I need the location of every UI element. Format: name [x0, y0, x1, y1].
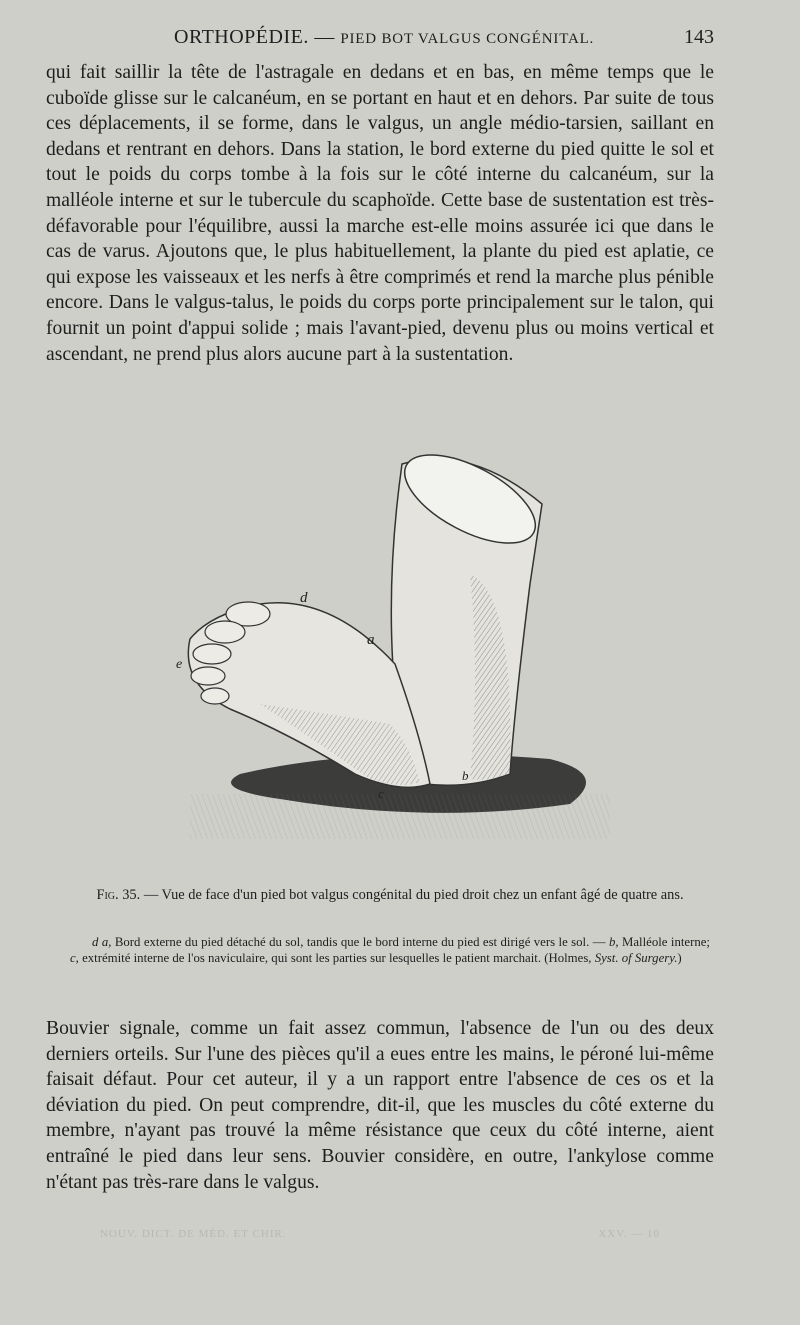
figure-label-c: c — [378, 786, 384, 801]
running-subtitle: PIED BOT VALGUS CONGÉNITAL. — [340, 31, 595, 47]
figure-legend: d a, Bord externe du pied détaché du sol, tandis que le bord interne du pied est dirigé vers le sol. — b, Malléole interne; c, extrémité interne de l'os naviculaire, qui sont les parties sur lesquelles le patient marchait. (Holmes, Syst. of Surgery.) — [70, 935, 710, 966]
figure-caption-text: Vue de face d'un pied bot valgus congénital du pied droit chez un enfant âgé de quatre ans. — [161, 887, 684, 903]
figure-label-e: e — [176, 657, 183, 672]
figure-label-d: d — [300, 590, 308, 606]
body-paragraph-2: Bouvier signale, comme un fait assez commun, l'absence de l'un ou des deux derniers orteils. Sur l'une des pièces qu'il a eues entre les mains, le péroné lui-même faisait défaut. Pour cet auteur, il y a un rapport entre l'absence de ces os et la déviation du pied. On peut comprendre, dit-il, que les muscles du côté externe du membre, n'ayant pas trouvé la même résistance que ceux du côté interne, aient entraîné le pied dans leur sens. Bouvier considère, en outre, l'ankylose comme n'étant pas très-rare dans le valgus. — [46, 1018, 714, 1193]
figure-35-engraving — [170, 444, 630, 844]
figure-number: Fig. 35. — [96, 887, 141, 903]
page-number: 143 — [684, 26, 714, 48]
running-title: ORTHOPÉDIE. — PIED BOT VALGUS CONGÉNITAL. — [174, 26, 595, 48]
ground-hatching — [190, 794, 610, 839]
footer-left: NOUV. DICT. DE MÉD. ET CHIR. — [100, 1228, 287, 1240]
figure-label-b: b — [462, 768, 469, 783]
bleed-through-footer — [100, 1228, 660, 1240]
figure-caption: Fig. 35. — Vue de face d'un pied bot valgus congénital du pied droit chez un enfant âgé de quatre ans. — [96, 887, 684, 903]
legend-source: Syst. of Surgery. — [594, 951, 678, 966]
body-paragraph-1: qui fait saillir la tête de l'astragale en dedans et en bas, en même temps que le cuboïde glisse sur le calcanéum, en se portant en haut et en dehors. Par suite de tous ces déplacements, il se forme, dans le valgus, un angle médio-tarsien, saillant en dedans et rentrant en dehors. Dans la station, le bord externe du pied quitte le sol et tout le poids du corps tombe à la fois sur le côté interne du calcanéum, sur la malléole interne et sur le tubercule du scaphoïde. Cette base de sustentation est très-défavorable pour l'équilibre, aussi la marche est-elle moins assurée ici que dans le cas de varus. Ajoutons que, le plus habituellement, la plante du pied est aplatie, ce qui expose les vaisseaux et les nerfs à être comprimés et rend la marche plus pénible encore. Dans le valgus-talus, le poids du corps porte principalement sur le talon, qui fournit un point d'appui solide ; mais l'avant-pied, devenu plus ou moins vertical et ascendant, ne prend plus alors aucune part à la sustentation. — [46, 62, 714, 365]
footer-right: XXV. — 10 — [598, 1228, 660, 1240]
toe-2 — [205, 621, 245, 643]
toe-5 — [201, 688, 229, 704]
figure-label-a: a — [367, 632, 375, 648]
running-header — [46, 26, 714, 52]
toe-3 — [193, 644, 231, 664]
toe-4 — [191, 667, 225, 685]
valgus-foot-illustration — [170, 444, 630, 844]
